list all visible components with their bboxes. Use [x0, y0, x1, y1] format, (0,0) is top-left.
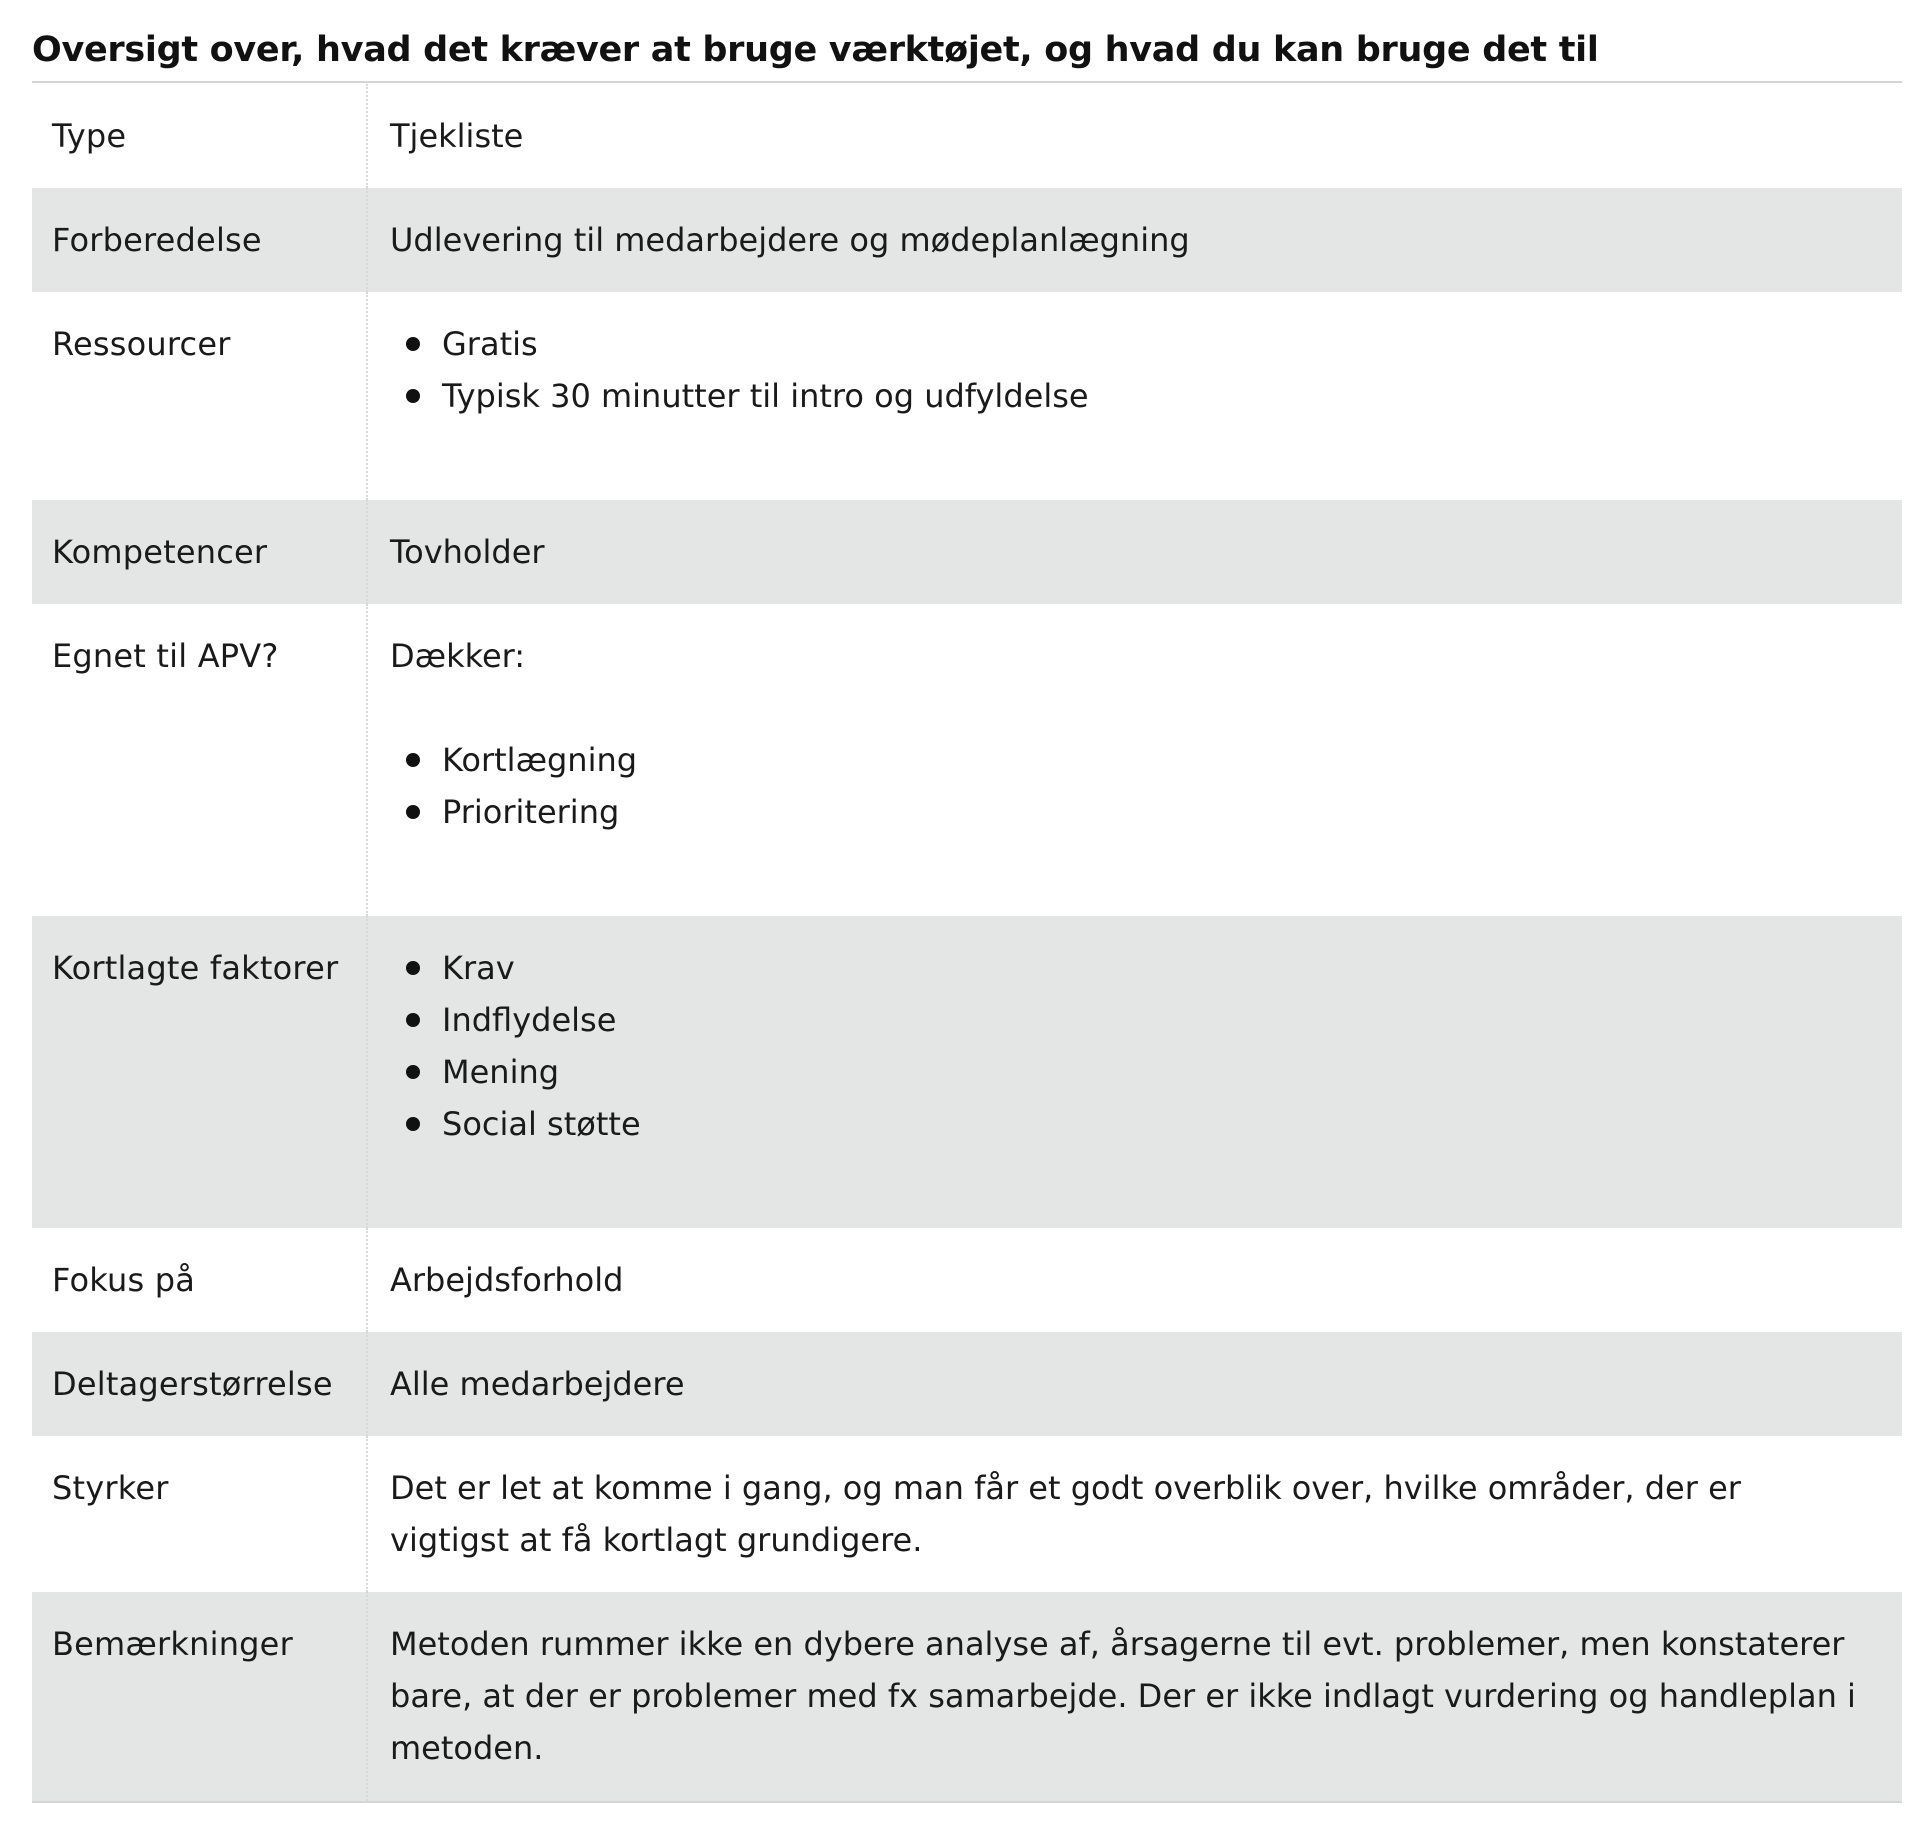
- row-label: Kompetencer: [32, 500, 367, 604]
- bullet-icon: [406, 389, 420, 403]
- bullet-icon: [406, 1117, 420, 1131]
- bullet-icon: [406, 753, 420, 767]
- bullet-list: [390, 734, 1862, 838]
- row-value: [367, 292, 1902, 500]
- row-value: Tovholder: [367, 500, 1902, 604]
- table-row-type: [32, 84, 1902, 188]
- bullet-list: [390, 318, 1862, 422]
- row-value: [367, 604, 1902, 916]
- table-row-kompetencer: [32, 500, 1902, 604]
- bullet-list: [390, 942, 1862, 1150]
- row-label: Deltagerstørrelse: [32, 1332, 367, 1436]
- list-item: Typisk 30 minutter til intro og udfyldelse: [406, 370, 1862, 422]
- overview-table: [32, 84, 1902, 1803]
- row-value: [367, 916, 1902, 1228]
- row-label: Egnet til APV?: [32, 604, 367, 916]
- row-label: Bemærkninger: [32, 1592, 367, 1802]
- list-item: Gratis: [406, 318, 1862, 370]
- row-intro: Dækker:: [390, 637, 526, 675]
- table-row-bemaerkninger: [32, 1592, 1902, 1802]
- row-label: Kortlagte faktorer: [32, 916, 367, 1228]
- bullet-icon: [406, 961, 420, 975]
- list-item: Prioritering: [406, 786, 1862, 838]
- list-item: Kortlægning: [406, 734, 1862, 786]
- table-row-egnet: [32, 604, 1902, 916]
- table-row-kortlagte: [32, 916, 1902, 1228]
- list-item: Indflydelse: [406, 994, 1862, 1046]
- list-item: Mening: [406, 1046, 1862, 1098]
- bullet-icon: [406, 1013, 420, 1027]
- table-row-fokus: [32, 1228, 1902, 1332]
- title-divider: [32, 81, 1902, 83]
- list-item: Social støtte: [406, 1098, 1862, 1150]
- row-value: Det er let at komme i gang, og man får et godt overblik over, hvilke områder, der er vigtigst at få kortlagt grundigere.: [390, 1469, 1741, 1559]
- table-row-ressourcer: [32, 292, 1902, 500]
- row-value: Arbejdsforhold: [390, 1261, 624, 1299]
- row-label: Ressourcer: [32, 292, 367, 500]
- row-label: Styrker: [32, 1436, 367, 1592]
- table-row-forberedelse: [32, 188, 1902, 292]
- table-row-styrker: [32, 1436, 1902, 1592]
- row-value: Tjekliste: [390, 117, 524, 155]
- table-row-deltager: [32, 1332, 1902, 1436]
- row-value: Alle medarbejdere: [367, 1332, 1902, 1436]
- row-label: Forberedelse: [32, 188, 367, 292]
- row-label: Fokus på: [32, 1228, 367, 1332]
- bullet-icon: [406, 805, 420, 819]
- bullet-icon: [406, 337, 420, 351]
- page-title: Oversigt over, hvad det kræver at bruge værktøjet, og hvad du kan bruge det til: [32, 30, 1599, 70]
- list-item: Krav: [406, 942, 1862, 994]
- row-value: Udlevering til medarbejdere og mødeplanlægning: [367, 188, 1902, 292]
- row-value: Metoden rummer ikke en dybere analyse af, årsagerne til evt. problemer, men konstaterer bare, at der er problemer med fx samarbejde. Der er ikke indlagt vurdering og handleplan i metoden.: [367, 1592, 1902, 1802]
- row-label: Type: [32, 84, 367, 188]
- bullet-icon: [406, 1065, 420, 1079]
